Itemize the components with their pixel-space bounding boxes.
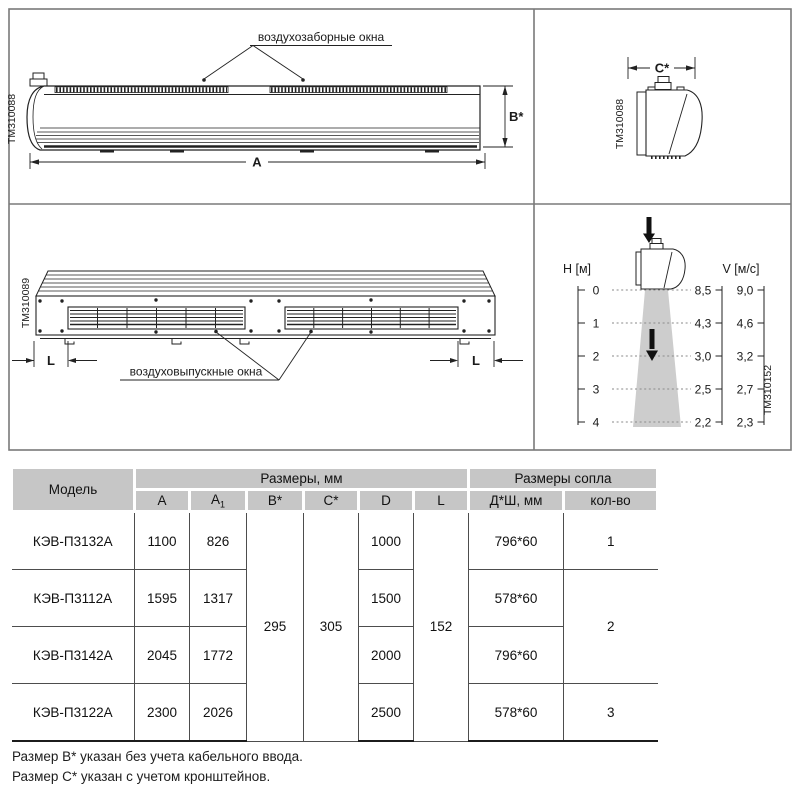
outlet-label: воздуховыпускные окна <box>129 364 263 379</box>
spec-table <box>10 466 659 742</box>
intake-label: воздухозаборные окна <box>257 30 385 44</box>
dim-c-label: C* <box>654 60 670 76</box>
col-group-dimensions: Размеры, мм <box>135 468 469 490</box>
cell-qty-shared: 2 <box>564 570 658 684</box>
col-header-l: L <box>414 490 469 512</box>
svg-text:2,7: 2,7 <box>736 382 754 397</box>
cell-a1: 1317 <box>190 570 247 627</box>
unit-body-side <box>646 90 702 156</box>
svg-text:4,6: 4,6 <box>736 316 754 331</box>
side-view-tm-code: ТМ310088 <box>614 98 626 150</box>
svg-text:2: 2 <box>592 349 600 364</box>
cell-a: 1595 <box>135 570 190 627</box>
svg-text:8,5: 8,5 <box>694 283 712 298</box>
bottom-view-tm-code: ТМ310089 <box>20 277 32 329</box>
cell-model: КЭВ-П3142А <box>12 627 135 684</box>
cell-model: КЭВ-П3122А <box>12 684 135 742</box>
svg-text:2,3: 2,3 <box>736 415 754 430</box>
col-header-model: Модель <box>12 468 135 512</box>
svg-text:9,0: 9,0 <box>736 283 754 298</box>
footnotes <box>12 747 303 787</box>
cell-d: 2500 <box>359 684 414 742</box>
cell-a1: 2026 <box>190 684 247 742</box>
table-row <box>12 512 658 570</box>
cell-nozzle-size: 578*60 <box>469 684 564 742</box>
col-header-a: A <box>135 490 190 512</box>
cell-a1: 1772 <box>190 627 247 684</box>
svg-text:3,2: 3,2 <box>736 349 754 364</box>
col-header-qty: кол-во <box>564 490 658 512</box>
cell-nozzle-size: 796*60 <box>469 512 564 570</box>
svg-text:4,3: 4,3 <box>694 316 712 331</box>
col-header-c: C* <box>304 490 359 512</box>
dim-l-left-label: L <box>47 353 55 368</box>
col-header-b: B* <box>247 490 304 512</box>
cell-model: КЭВ-П3132А <box>12 512 135 570</box>
cell-qty: 1 <box>564 512 658 570</box>
svg-text:3,0: 3,0 <box>694 349 712 364</box>
svg-text:4: 4 <box>592 415 600 430</box>
svg-text:0: 0 <box>592 283 600 298</box>
col-header-d: D <box>359 490 414 512</box>
back-plate <box>637 92 646 155</box>
front-view-tm-code: ТМ310088 <box>6 93 18 145</box>
chart-tm-code: ТМ310152 <box>762 364 774 416</box>
cell-d: 1000 <box>359 512 414 570</box>
cell-d: 1500 <box>359 570 414 627</box>
dim-l-right-label: L <box>472 353 480 368</box>
h-axis-label: H [м] <box>562 262 592 276</box>
unit-body-front <box>27 86 480 150</box>
col-header-nozzle-size: Д*Ш, мм <box>469 490 564 512</box>
cell-d: 2000 <box>359 627 414 684</box>
dim-a-label: A <box>252 154 262 170</box>
cell-model: КЭВ-П3112А <box>12 570 135 627</box>
v-axis-label: V [м/с] <box>722 262 760 276</box>
col-header-a1: $A_1$ <box>190 490 247 512</box>
cell-nozzle-size: 796*60 <box>469 627 564 684</box>
cell-b-shared: 295 <box>247 512 304 742</box>
cell-c-shared: 305 <box>304 512 359 742</box>
cell-a: 2045 <box>135 627 190 684</box>
dim-b-label: B* <box>509 109 524 124</box>
cell-a: 2300 <box>135 684 190 742</box>
footnote-b: Размер B* указан без учета кабельного ввода. <box>12 749 303 764</box>
svg-text:1: 1 <box>592 316 600 331</box>
cell-a: 1100 <box>135 512 190 570</box>
cell-qty: 3 <box>564 684 658 742</box>
cable-gland-side <box>658 77 669 83</box>
svg-text:2,5: 2,5 <box>694 382 712 397</box>
cell-nozzle-size: 578*60 <box>469 570 564 627</box>
col-group-nozzle: Размеры сопла <box>469 468 658 490</box>
svg-text:2,2: 2,2 <box>694 415 712 430</box>
cell-l-shared: 152 <box>414 512 469 742</box>
svg-text:3: 3 <box>592 382 600 397</box>
cell-a1: 826 <box>190 512 247 570</box>
footnote-c: Размер C* указан с учетом кронштейнов. <box>12 769 271 784</box>
